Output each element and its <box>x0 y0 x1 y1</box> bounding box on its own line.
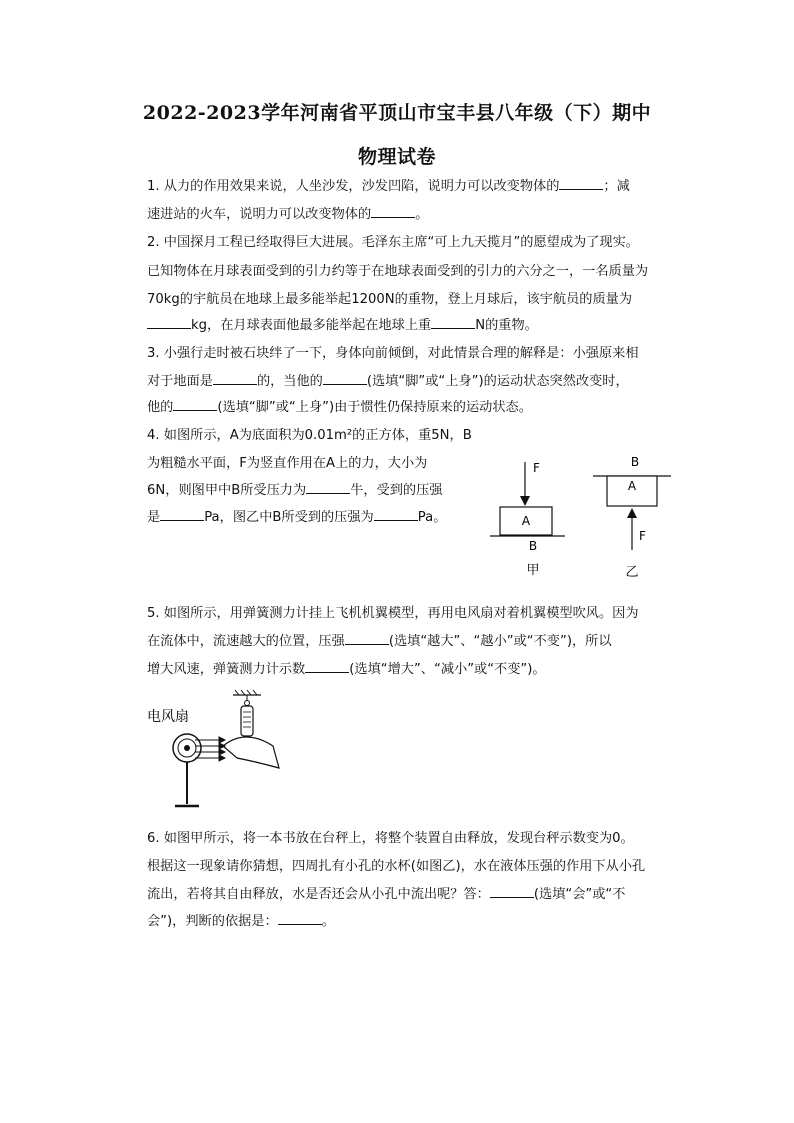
q1-text: ；减 <box>603 179 630 194</box>
answer-blank[interactable] <box>306 481 350 494</box>
page-subtitle: 物理试卷 <box>357 146 436 168</box>
q5-text: 增大风速，弹簧测力计示数 <box>147 662 306 677</box>
force-label-f: F <box>533 461 540 475</box>
question-5-line-3 <box>147 660 546 680</box>
q6-text: 流出，若将其自由释放，水是否还会从小孔中流出呢？答： <box>147 887 490 902</box>
q2-text: kg，在月球表面他最多能举起在地球上重 <box>191 318 432 333</box>
q4-figure <box>485 452 675 587</box>
ceiling-mount <box>233 690 261 695</box>
question-2-line-3: 70kg的宇航员在地球上最多能举起1200N的重物，登上月球后，该宇航员的质量为 <box>147 292 633 307</box>
figure-yi-label: 乙 <box>625 565 639 580</box>
question-2-line-2: 已知物体在月球表面受到的引力约等于在地球表面受到的引力的六分之一，一名质量为 <box>147 264 649 279</box>
q6-text: 会”)，判断的依据是： <box>147 914 278 929</box>
question-1-line-2 <box>147 205 428 225</box>
q2-text: N的重物。 <box>475 318 538 333</box>
q4-text: 6N，则图甲中B所受压力为 <box>147 483 307 498</box>
q1-text: 1. 从力的作用效果来说，人坐沙发，沙发凹陷，说明力可以改变物体的 <box>147 179 560 194</box>
force-label-f: F <box>639 529 646 543</box>
block-a-label: A <box>627 479 637 493</box>
question-4-line-1: 4. 如图所示，A为底面积为0.01m²的正方体，重5N，B <box>147 428 472 443</box>
question-6-line-3 <box>147 885 625 905</box>
q5-text: (选填“越大”、“越小”或“不变”)，所以 <box>388 634 612 649</box>
page-title: 2022-2023学年河南省平顶山市宝丰县八年级（下）期中 <box>142 102 652 124</box>
question-6-line-2: 根据这一现象请你猜想，四周扎有小孔的水杯(如图乙)，水在液体压强的作用下从小孔 <box>147 859 646 874</box>
q4-text: 是 <box>147 510 161 525</box>
q3-text: 他的 <box>147 400 174 415</box>
fan-label: 电风扇 <box>147 709 189 725</box>
q4-text: Pa。 <box>417 510 447 525</box>
answer-blank[interactable] <box>213 372 257 385</box>
answer-blank[interactable] <box>490 885 534 898</box>
wing-model <box>223 737 279 768</box>
surface-b-label: B <box>528 539 538 553</box>
figure-jia-label: 甲 <box>526 563 540 578</box>
answer-blank[interactable] <box>431 316 475 329</box>
answer-blank[interactable] <box>278 912 322 925</box>
q1-text: 。 <box>415 207 429 222</box>
q5-text: 在流体中，流速越大的位置，压强 <box>147 634 345 649</box>
q4-text: 牛，受到的压强 <box>350 483 443 498</box>
figure-yi <box>593 455 671 580</box>
force-arrowhead <box>627 508 637 518</box>
answer-blank[interactable] <box>305 660 349 673</box>
question-6-line-1: 6. 如图甲所示，将一本书放在台秤上，将整个装置自由释放，发现台秤示数变为0。 <box>147 831 634 846</box>
question-2-line-4 <box>147 316 538 336</box>
figure-jia <box>490 461 565 578</box>
answer-blank[interactable] <box>323 372 367 385</box>
question-3-line-1: 3. 小强行走时被石块绊了一下，身体向前倾倒，对此情景合理的解释是：小强原来相 <box>147 346 639 361</box>
answer-blank[interactable] <box>345 632 389 645</box>
question-4-line-3 <box>147 481 443 501</box>
q1-text: 速进站的火车，说明力可以改变物体的 <box>147 207 372 222</box>
question-1-line-1 <box>147 177 630 197</box>
answer-blank[interactable] <box>147 316 191 329</box>
question-6-line-4 <box>147 912 335 932</box>
answer-blank[interactable] <box>374 508 418 521</box>
block-a-label: A <box>521 514 531 528</box>
q3-text: (选填“脚”或“上身”)由于惯性仍保持原来的运动状态。 <box>217 400 532 415</box>
question-4-line-2: 为粗糙水平面，F为竖直作用在A上的力，大小为 <box>147 456 428 471</box>
q3-text: 对于地面是 <box>147 374 213 389</box>
q6-text: 。 <box>321 914 335 929</box>
question-5-line-2 <box>147 632 612 652</box>
answer-blank[interactable] <box>371 205 415 218</box>
answer-blank[interactable] <box>173 398 217 411</box>
q4-text: Pa，图乙中B所受到的压强为 <box>204 510 374 525</box>
ceiling-b-label: B <box>630 455 640 469</box>
answer-blank[interactable] <box>160 508 204 521</box>
question-2-line-1: 2. 中国探月工程已经取得巨大进展。毛泽东主席“可上九天揽月”的愿望成为了现实。 <box>147 235 639 250</box>
q5-text: (选填“增大”、“减小”或“不变”)。 <box>349 662 546 677</box>
answer-blank[interactable] <box>559 177 603 190</box>
q3-text: 的，当他的 <box>256 374 323 389</box>
question-3-line-3 <box>147 398 532 418</box>
q5-figure <box>145 688 290 818</box>
fan-icon <box>173 734 201 806</box>
question-5-line-1: 5. 如图所示，用弹簧测力计挂上飞机机翼模型，再用电风扇对着机翼模型吹风。因为 <box>147 606 639 621</box>
force-arrowhead <box>520 496 530 506</box>
q6-text: (选填“会”或“不 <box>533 887 626 902</box>
question-3-line-2 <box>147 372 629 392</box>
question-4-line-4 <box>147 508 446 528</box>
q3-text: (选填“脚”或“上身”)的运动状态突然改变时， <box>366 374 629 389</box>
